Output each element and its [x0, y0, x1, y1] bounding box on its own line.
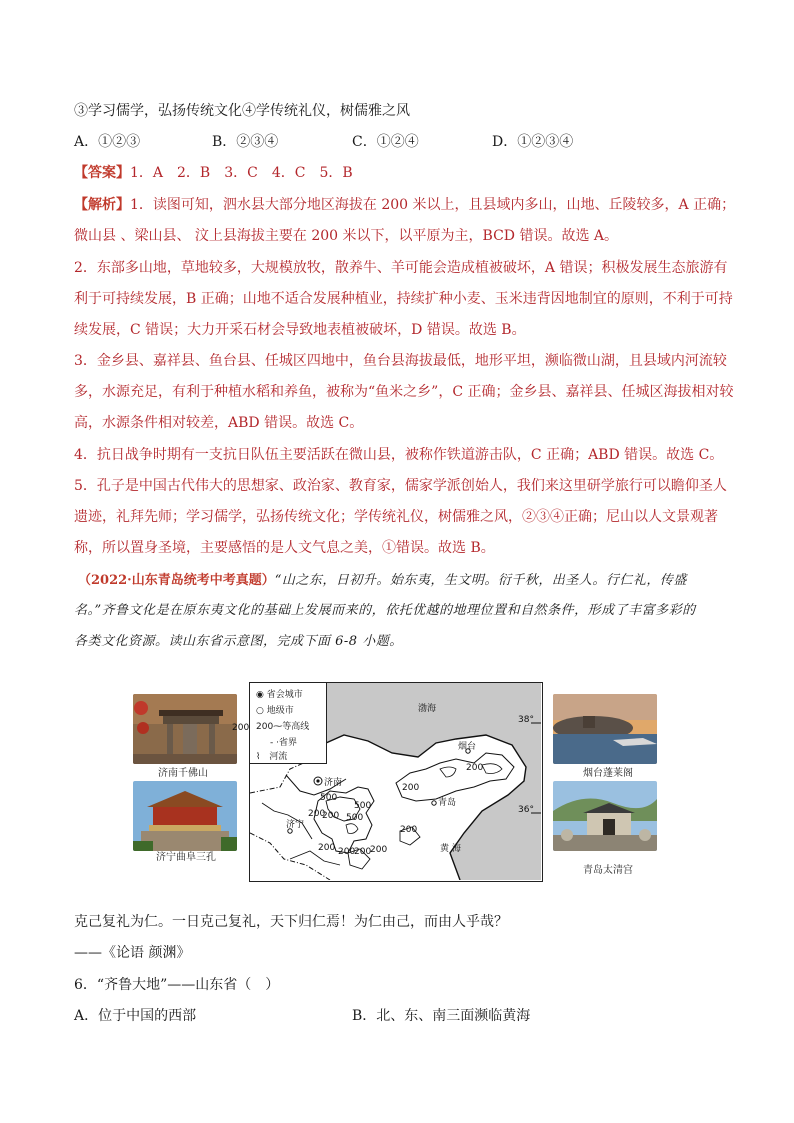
quote-cite: ——《论语 颜渊》 — [74, 945, 191, 961]
map-legend — [250, 683, 327, 764]
legend-river: ⌇ 河流 — [256, 752, 288, 762]
source-l2: 名。”齐鲁文化是在原东夷文化的基础上发展而来的，依托优越的地理位置和自然条件，形成了丰富多彩的 — [74, 603, 696, 618]
city-symbol-icon: ○ — [256, 706, 264, 716]
caption-br: 青岛太清宫 — [583, 865, 633, 876]
contour-label: 200 — [322, 811, 340, 821]
q5-choice-d: D．①②③④ — [492, 134, 574, 150]
contour-label: 200 — [466, 763, 484, 773]
source-l3: 各类文化资源。读山东省示意图，完成下面 6-8 小题。 — [74, 634, 403, 649]
legend-capital: ◉ 省会城市 — [256, 690, 303, 700]
contour-label: 200 — [232, 723, 250, 733]
q5-option-line: ③学习儒学，弘扬传统文化④学传统礼仪，树儒雅之风 — [74, 103, 410, 119]
contour-label: 500 — [354, 801, 372, 811]
shandong-map — [232, 682, 543, 882]
label-huanghai: 黄 海 — [440, 844, 461, 854]
answer-tag: 【答案】 — [74, 165, 130, 181]
q6-choice-a: A．位于中国的西部 — [74, 1008, 197, 1024]
contour-label: 200 — [402, 783, 420, 793]
boundary-symbol-icon: - · — [270, 738, 279, 748]
label-yantai: 烟台 — [458, 742, 477, 752]
legend-contour: 200⁓等高线 — [256, 722, 310, 732]
contour-label: 200 — [370, 845, 388, 855]
label-bohai: 渤海 — [418, 704, 437, 714]
legend-city: ○ 地级市 — [256, 706, 294, 716]
contour-label: 200 — [318, 843, 336, 853]
label-qingdao: 青岛 — [438, 798, 457, 808]
river-symbol-icon: ⌇ — [256, 752, 261, 762]
contour-label: 200 — [308, 809, 326, 819]
q5-choice-a: A．①②③ — [74, 134, 141, 150]
q5-choice-c: C．①②④ — [352, 134, 419, 150]
q6-stem: 6．“齐鲁大地”——山东省（ ） — [74, 977, 280, 993]
label-jining: 济宁 — [286, 820, 305, 830]
photo-jinan-qianfoshan — [133, 694, 237, 764]
analysis-p3-l2: 多，水源充足，有利于种植水稻和养鱼，被称为“鱼米之乡”，C 正确；金乡县、嘉祥县、任城区海拔相对较 — [74, 384, 734, 400]
analysis-p5-l3: 称，所以置身圣境，主要感悟的是人文气息之美，①错误。故选 B。 — [74, 540, 495, 556]
contour-label: 500 — [346, 813, 364, 823]
analysis-p3-l3: 高，水源条件相对较差，ABD 错误。故选 C。 — [74, 415, 364, 431]
analysis-p5-l1: 5．孔子是中国古代伟大的思想家、政治家、教育家，儒家学派创始人，我们来这里研学旅行可以瞻仰圣人 — [74, 478, 727, 494]
caption-tr: 烟台蓬莱阁 — [583, 768, 633, 779]
analysis-p1-l2: 微山县 、梁山县、 汶上县海拔主要在 200 米以下，以平原为主，BCD 错误。故选 A。 — [74, 228, 619, 244]
contour-label: 500 — [320, 793, 338, 803]
caption-tl: 济南千佛山 — [158, 768, 208, 779]
analysis-p2-l3: 续发展，C 错误；大力开采石材会导致地表植被破坏，D 错误。故选 B。 — [74, 322, 526, 338]
capital-symbol-icon: ◉ — [256, 690, 264, 700]
q5-choice-b: B．②③④ — [212, 134, 279, 150]
legend-boundary: - ·省界 — [270, 738, 297, 748]
label-lat38: 38° — [518, 715, 534, 725]
photo-jining-qufu — [133, 781, 237, 851]
q6-choice-b: B．北、东、南三面濒临黄海 — [352, 1008, 531, 1024]
contour-label: 200 — [354, 847, 372, 857]
answer-line — [74, 163, 353, 183]
analysis-p1-l1: 【解析】1．读图可知，泗水县大部分地区海拔在 200 米以上，且县域内多山，山地、丘陵较多，A 正确； — [74, 197, 736, 213]
photo-qingdao-taiqinggong — [553, 781, 657, 851]
contour-label: 200 — [338, 847, 356, 857]
answer-text: 1．A 2．B 3．C 4．C 5．B — [130, 165, 353, 181]
analysis-p2-l1: 2．东部多山地，草地较多，大规模放牧，散养牛、羊可能会造成植被破坏，A 错误；积极发展生态旅游有 — [74, 260, 728, 276]
photo-yantai-penglaige — [553, 694, 657, 764]
quote-text: 克己复礼为仁。一日克己复礼，天下归仁焉！为仁由己，而由人乎哉？ — [74, 914, 508, 930]
contour-label: 200 — [400, 825, 418, 835]
analysis-p2-l2: 利于可持续发展，B 正确；山地不适合发展种植业，持续扩种小麦、玉米违背因地制宜的原则，不利于可持 — [74, 291, 733, 307]
analysis-p3-l1: 3．金乡县、嘉祥县、鱼台县、任城区四地中，鱼台县海拔最低，地形平坦，濒临微山湖，且县域内河流较 — [74, 353, 727, 369]
label-jinan: 济南 — [324, 778, 343, 788]
analysis-p4-l1: 4．抗日战争时期有一支抗日队伍主要活跃在微山县，被称作铁道游击队，C 正确；ABD 错误。故选 C。 — [74, 447, 724, 463]
source-tag: （2022·山东青岛统考中考真题） — [78, 573, 275, 588]
analysis-p5-l2: 遗迹，礼拜先师；学习儒学，弘扬传统文化；学传统礼仪，树儒雅之风，②③④正确；尼山以人文景观著 — [74, 509, 718, 525]
source-l1: （2022·山东青岛统考中考真题）“山之东，日初升。始东夷，生文明。衍千秋，出圣人。行仁礼，传盛 — [78, 573, 687, 588]
label-lat36: 36° — [518, 805, 534, 815]
caption-bl: 济宁曲阜三孔 — [156, 852, 216, 863]
contour-symbol-icon: ⁓ — [273, 722, 283, 732]
analysis-tag: 【解析】 — [74, 197, 130, 213]
